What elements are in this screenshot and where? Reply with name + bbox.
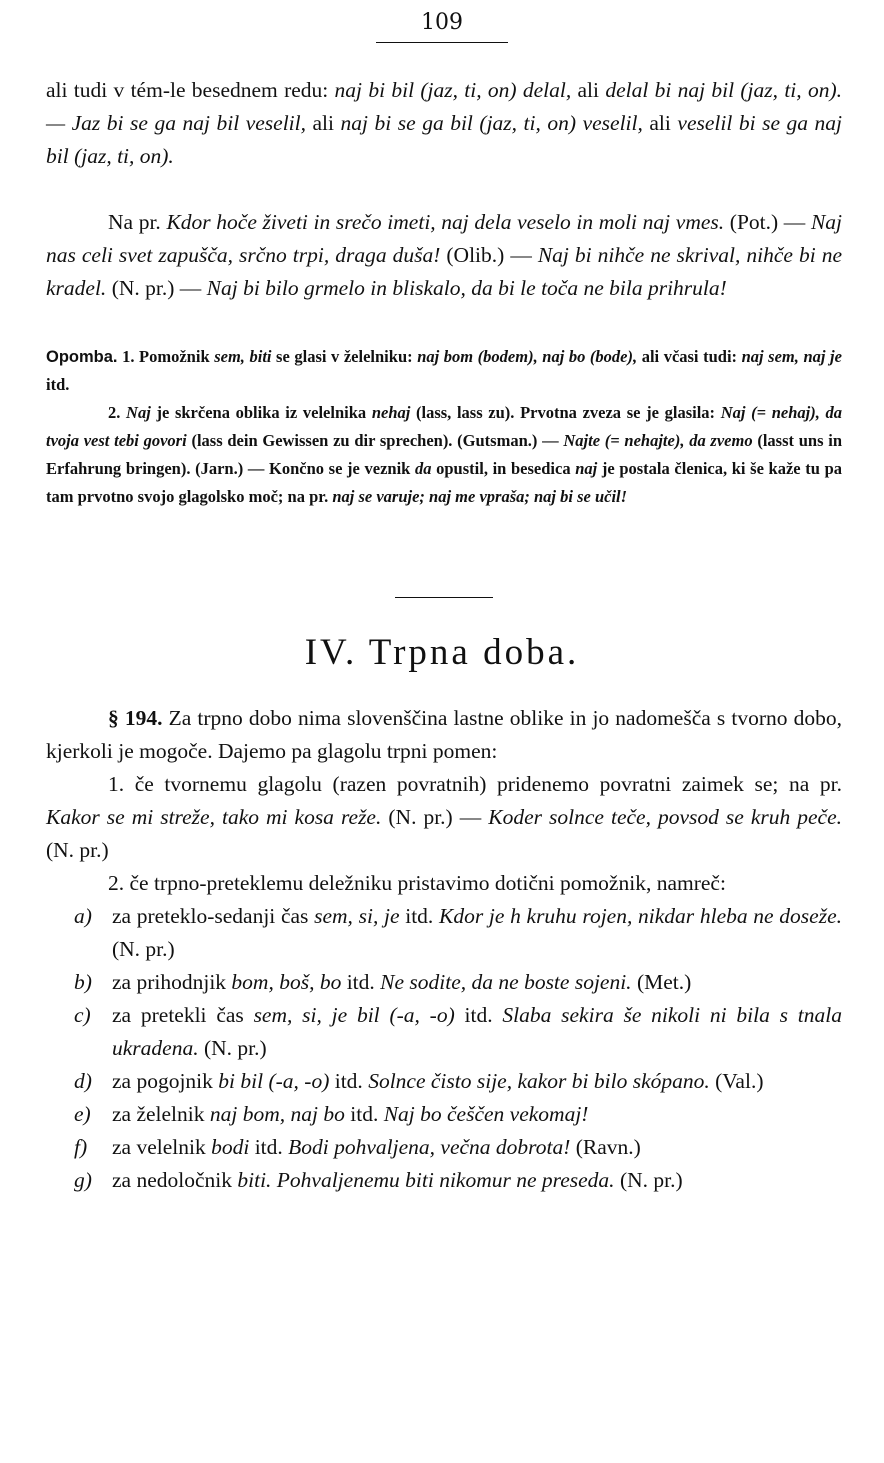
list-item: f) za velelnik bodi itd. Bodi pohvaljena, večna dobrota! (Ravn.) bbox=[74, 1135, 641, 1159]
note-label: Opomba. bbox=[46, 348, 118, 366]
list-item: c) za pretekli čas sem, si, je bil (-a, -o) itd. Slaba sekira še nikoli ni bila s tnala ukradena. (N. pr.) bbox=[74, 1003, 843, 1060]
section-194: § 194. Za trpno dobo nima slovenščina lastne oblike in jo nadomešča s tvorno dobo, kjerkoli je mogoče. Dajemo pa glagolu trpni pomen: 1. če tvornemu glagolu (razen povratnih) pridenemo povratni zaimek se; na pr. Kakor se mi streže, tako mi kosa reže. (N. pr.) — Koder solnce teče, povsod se kruh peče. (N. pr.) 2. če trpno-preteklemu deležniku pristavimo dotični pomožnik, namreč: a) za preteklo-sedanji čas sem, si, je itd. Kdor je h kruhu rojen, nikdar hleba ne doseže. (N. pr.) b) za prihodnjik bom, boš, bo itd. Ne sodite, da ne boste sojeni. (Met.) c) za pretekli čas sem, si, je bil (-a, -o) itd. Slaba sekira še nikoli ni bila s tnala ukradena. (N. pr.) d) za pogojnik bi bil (-a, -o) itd. Solnce čisto sije, kakor bi bilo skópano. (Val.) e) za želelnik naj bom, naj bo itd. Naj bo češčen vekomaj! f) za velelnik bodi itd. Bodi pohvaljena, večna dobrota! (Ravn.) g) za nedoločnik biti. Pohvaljenemu biti nikomur ne preseda. (N. pr.) bbox=[46, 702, 842, 1197]
section-divider bbox=[395, 597, 493, 598]
page-number: 109 bbox=[421, 10, 463, 35]
list-item: a) za preteklo-sedanji čas sem, si, je itd. Kdor je h kruhu rojen, nikdar hleba ne doseže. (N. pr.) bbox=[74, 904, 842, 961]
note-block: Opomba. 1. Pomožnik sem, biti se glasi v želelniku: naj bom (bodem), naj bo (bode), ali včasi tudi: naj sem, naj je itd. 2. Naj je skrčena oblika iz velelnika nehaj (lass, lass zu). Prvotna zveza se je glasila: Naj (= nehaj), da tvoja vest tebi govori (lass dein Gewissen zu dir sprechen). (Gutsman.) — Najte (= nehajte), da zvemo (lasst uns in Erfahrung bringen). (Jarn.) — Končno se je veznik da opustil, in besedica naj je postala členica, ki še kaže tu pa tam prvotno svojo glagolsko moč; na pr. naj se varuje; naj me vpraša; naj bi se učil! bbox=[46, 347, 843, 506]
chapter-heading: IV. Trpna doba. bbox=[304, 632, 580, 673]
list-item: e) za želelnik naj bom, naj bo itd. Naj bo češčen vekomaj! bbox=[74, 1102, 589, 1126]
section-number: § 194. bbox=[108, 706, 163, 730]
list-item: g) za nedoločnik biti. Pohvaljenemu biti nikomur ne preseda. (N. pr.) bbox=[74, 1168, 683, 1192]
paragraph-word-order: ali tudi v tém-le besednem redu: naj bi bil (jaz, ti, on) delal, ali delal bi naj bil (jaz, ti, on). — Jaz bi se ga naj bil veselil, ali naj bi se ga bil (jaz, ti, on) veselil, ali veselil bi se ga naj bil (jaz, ti, on). bbox=[46, 78, 842, 168]
list-item: d) za pogojnik bi bil (-a, -o) itd. Solnce čisto sije, kakor bi bilo skópano. (Val.) bbox=[74, 1069, 764, 1093]
paragraph-examples: Na pr. Kdor hoče živeti in srečo imeti, naj dela veselo in moli naj vmes. (Pot.) — Naj nas celi svet zapušča, srčno trpi, draga duša! (Olib.) — Naj bi nihče ne skrival, nihče bi ne kradel. (N. pr.) — Naj bi bilo grmelo in bliskalo, da bi le toča ne bila prihrula! bbox=[46, 210, 843, 300]
header-rule bbox=[376, 42, 508, 43]
list-item: b) za prihodnjik bom, boš, bo itd. Ne sodite, da ne boste sojeni. (Met.) bbox=[74, 970, 692, 994]
